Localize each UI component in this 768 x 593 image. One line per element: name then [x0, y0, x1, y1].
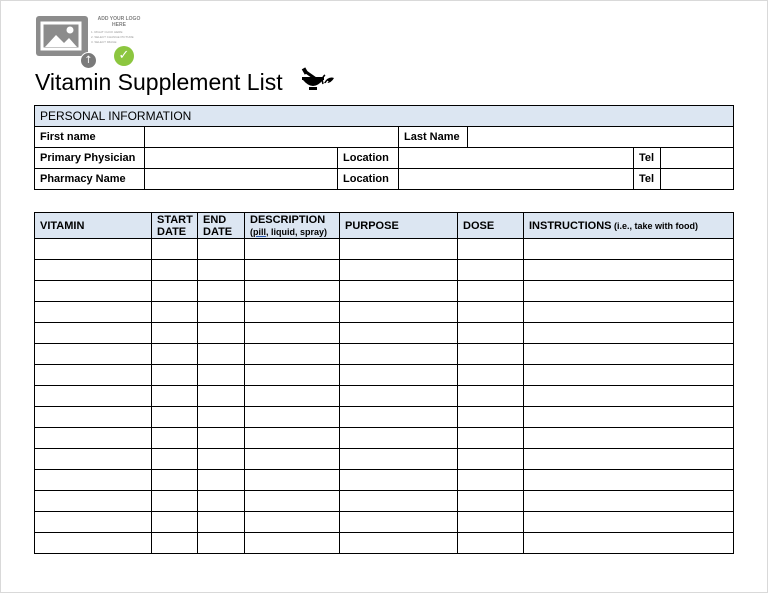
upload-icon: ↑	[80, 52, 97, 69]
description-cell[interactable]	[245, 491, 340, 512]
table-row	[35, 428, 734, 449]
dose-cell[interactable]	[458, 260, 524, 281]
start-date-cell[interactable]	[152, 533, 198, 554]
instructions-cell[interactable]	[524, 281, 734, 302]
description-cell[interactable]	[245, 302, 340, 323]
purpose-cell[interactable]	[340, 491, 458, 512]
table-row	[35, 302, 734, 323]
primary-physician-label: Primary Physician	[35, 148, 145, 169]
last-name-field[interactable]	[468, 127, 734, 148]
physician-tel-label: Tel	[634, 148, 661, 169]
purpose-cell[interactable]	[340, 323, 458, 344]
instructions-cell[interactable]	[524, 239, 734, 260]
pharmacy-name-label: Pharmacy Name	[35, 169, 145, 190]
dose-cell[interactable]	[458, 491, 524, 512]
purpose-cell[interactable]	[340, 428, 458, 449]
vitamin-cell[interactable]	[35, 281, 152, 302]
description-cell[interactable]	[245, 512, 340, 533]
vitamin-cell[interactable]	[35, 365, 152, 386]
instructions-cell[interactable]	[524, 449, 734, 470]
primary-physician-field[interactable]	[145, 148, 338, 169]
physician-location-label: Location	[338, 148, 399, 169]
table-row	[35, 281, 734, 302]
description-cell[interactable]	[245, 428, 340, 449]
table-row	[35, 491, 734, 512]
description-cell[interactable]	[245, 533, 340, 554]
end-date-cell[interactable]	[198, 407, 245, 428]
pharmacy-name-field[interactable]	[145, 169, 338, 190]
vitamin-cell[interactable]	[35, 428, 152, 449]
end-date-cell[interactable]	[198, 302, 245, 323]
vitamin-cell[interactable]	[35, 512, 152, 533]
start-date-cell[interactable]	[152, 323, 198, 344]
end-date-cell[interactable]	[198, 260, 245, 281]
description-cell[interactable]	[245, 449, 340, 470]
header-vitamin: VITAMIN	[35, 213, 152, 239]
vitamin-cell[interactable]	[35, 344, 152, 365]
instructions-cell[interactable]	[524, 470, 734, 491]
purpose-cell[interactable]	[340, 344, 458, 365]
instructions-cell[interactable]	[524, 323, 734, 344]
instructions-cell[interactable]	[524, 491, 734, 512]
instructions-cell[interactable]	[524, 260, 734, 281]
start-date-cell[interactable]	[152, 239, 198, 260]
purpose-cell[interactable]	[340, 449, 458, 470]
end-date-cell[interactable]	[198, 470, 245, 491]
end-date-cell[interactable]	[198, 386, 245, 407]
table-row	[35, 512, 734, 533]
start-date-cell[interactable]	[152, 344, 198, 365]
vitamin-cell[interactable]	[35, 449, 152, 470]
physician-tel-field[interactable]	[661, 148, 734, 169]
start-date-cell[interactable]	[152, 365, 198, 386]
start-date-cell[interactable]	[152, 491, 198, 512]
dose-cell[interactable]	[458, 428, 524, 449]
dose-cell[interactable]	[458, 449, 524, 470]
vitamin-cell[interactable]	[35, 407, 152, 428]
dose-cell[interactable]	[458, 239, 524, 260]
purpose-cell[interactable]	[340, 365, 458, 386]
table-row	[35, 239, 734, 260]
vitamin-cell[interactable]	[35, 239, 152, 260]
last-name-label: Last Name	[399, 127, 468, 148]
mortar-pestle-icon	[301, 66, 337, 92]
purpose-cell[interactable]	[340, 533, 458, 554]
vitamin-cell[interactable]	[35, 533, 152, 554]
description-cell[interactable]	[245, 386, 340, 407]
description-cell[interactable]	[245, 365, 340, 386]
logo-placeholder[interactable]	[36, 14, 140, 68]
image-icon	[36, 16, 88, 56]
dose-cell[interactable]	[458, 302, 524, 323]
purpose-cell[interactable]	[340, 470, 458, 491]
logo-text: ADD YOUR LOGO HERE	[97, 16, 141, 28]
start-date-cell[interactable]	[152, 260, 198, 281]
end-date-cell[interactable]	[198, 281, 245, 302]
purpose-cell[interactable]	[340, 386, 458, 407]
personal-information-table	[34, 105, 734, 190]
page-title: Vitamin Supplement List	[35, 69, 283, 95]
purpose-cell[interactable]	[340, 302, 458, 323]
start-date-cell[interactable]	[152, 302, 198, 323]
instructions-cell[interactable]	[524, 302, 734, 323]
end-date-cell[interactable]	[198, 365, 245, 386]
dose-cell[interactable]	[458, 344, 524, 365]
start-date-cell[interactable]	[152, 386, 198, 407]
first-name-field[interactable]	[145, 127, 399, 148]
vitamin-cell[interactable]	[35, 260, 152, 281]
purpose-cell[interactable]	[340, 407, 458, 428]
header-instructions: INSTRUCTIONS (i.e., take with food)	[524, 213, 734, 239]
dose-cell[interactable]	[458, 533, 524, 554]
pharmacy-tel-label: Tel	[634, 169, 661, 190]
start-date-cell[interactable]	[152, 470, 198, 491]
physician-location-field[interactable]	[399, 148, 634, 169]
purpose-cell[interactable]	[340, 239, 458, 260]
dose-cell[interactable]	[458, 512, 524, 533]
header-dose: DOSE	[458, 213, 524, 239]
start-date-cell[interactable]	[152, 428, 198, 449]
start-date-cell[interactable]	[152, 281, 198, 302]
vitamin-cell[interactable]	[35, 491, 152, 512]
dose-cell[interactable]	[458, 365, 524, 386]
pharmacy-tel-field[interactable]	[661, 169, 734, 190]
end-date-cell[interactable]	[198, 323, 245, 344]
logo-steps: 1. RIGHT CLICK HERE 2. SELECT CHANGE PICTURE 3. SELECT IMAGE	[91, 30, 134, 44]
table-row	[35, 533, 734, 554]
description-cell[interactable]	[245, 239, 340, 260]
vitamin-cell[interactable]	[35, 323, 152, 344]
instructions-cell[interactable]	[524, 344, 734, 365]
end-date-cell[interactable]	[198, 344, 245, 365]
purpose-cell[interactable]	[340, 281, 458, 302]
instructions-cell[interactable]	[524, 407, 734, 428]
table-row	[35, 260, 734, 281]
header-description: DESCRIPTION (pill, liquid, spray)	[245, 213, 340, 239]
end-date-cell[interactable]	[198, 239, 245, 260]
dose-cell[interactable]	[458, 470, 524, 491]
purpose-cell[interactable]	[340, 512, 458, 533]
purpose-cell[interactable]	[340, 260, 458, 281]
header-start-date: START DATE	[152, 213, 198, 239]
end-date-cell[interactable]	[198, 428, 245, 449]
description-cell[interactable]	[245, 281, 340, 302]
end-date-cell[interactable]	[198, 533, 245, 554]
start-date-cell[interactable]	[152, 407, 198, 428]
end-date-cell[interactable]	[198, 491, 245, 512]
dose-cell[interactable]	[458, 281, 524, 302]
start-date-cell[interactable]	[152, 449, 198, 470]
description-cell[interactable]	[245, 470, 340, 491]
vitamin-cell[interactable]	[35, 470, 152, 491]
description-cell[interactable]	[245, 260, 340, 281]
table-header-row	[35, 213, 734, 239]
header-end-date: END DATE	[198, 213, 245, 239]
supplement-table	[34, 212, 734, 554]
table-row	[35, 344, 734, 365]
instructions-cell[interactable]	[524, 386, 734, 407]
table-row	[35, 407, 734, 428]
description-cell[interactable]	[245, 407, 340, 428]
pharmacy-location-label: Location	[338, 169, 399, 190]
vitamin-cell[interactable]	[35, 302, 152, 323]
header-purpose: PURPOSE	[340, 213, 458, 239]
dose-cell[interactable]	[458, 323, 524, 344]
vitamin-cell[interactable]	[35, 386, 152, 407]
check-icon: ✓	[114, 46, 134, 66]
table-row	[35, 449, 734, 470]
dose-cell[interactable]	[458, 407, 524, 428]
instructions-cell[interactable]	[524, 428, 734, 449]
pharmacy-location-field[interactable]	[399, 169, 634, 190]
table-row	[35, 470, 734, 491]
end-date-cell[interactable]	[198, 512, 245, 533]
section-header-personal: PERSONAL INFORMATION	[35, 106, 734, 127]
table-row	[35, 365, 734, 386]
description-cell[interactable]	[245, 323, 340, 344]
table-row	[35, 323, 734, 344]
instructions-cell[interactable]	[524, 512, 734, 533]
start-date-cell[interactable]	[152, 512, 198, 533]
table-row	[35, 386, 734, 407]
description-cell[interactable]	[245, 344, 340, 365]
instructions-cell[interactable]	[524, 533, 734, 554]
dose-cell[interactable]	[458, 386, 524, 407]
first-name-label: First name	[35, 127, 145, 148]
end-date-cell[interactable]	[198, 449, 245, 470]
instructions-cell[interactable]	[524, 365, 734, 386]
